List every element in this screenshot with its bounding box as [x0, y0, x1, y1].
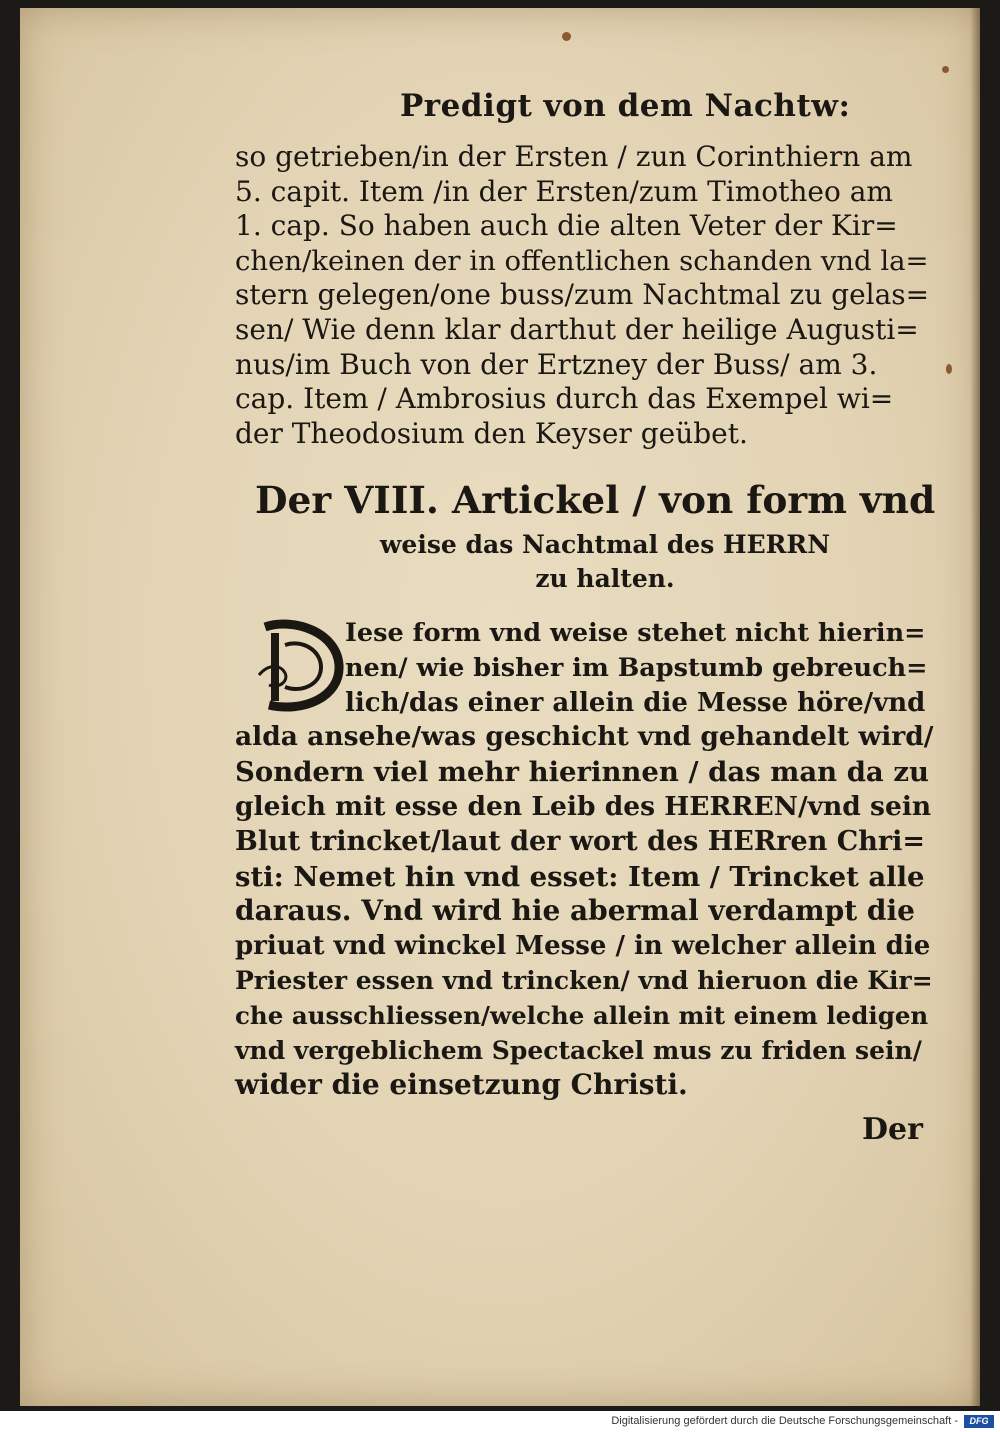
article-subheading-continued: zu halten. [535, 564, 675, 593]
text-line: sen/ Wie denn klar darthut der heilige Augusti= [235, 312, 919, 346]
text-line: so getrieben/in der Ersten / zun Corinthiern am [235, 140, 913, 173]
text-line: lich/das einer allein die Messe höre/vnd [345, 687, 926, 718]
text-line: 5. capit. Item /in der Ersten/zum Timotheo am [235, 174, 893, 208]
text-line: cap. Item / Ambrosius durch das Exempel wi= [235, 382, 894, 416]
text-line: wider die einsetzung Christi. [235, 1068, 688, 1102]
text-line: sti: Nemet hin vnd esset: Item / Trincket alle [235, 860, 925, 893]
article-heading: Der VIII. Artickel / von form vnd [255, 478, 936, 522]
article-subheading: weise das Nachtmal des HERRN [379, 530, 831, 559]
dfg-logo: DFG [964, 1415, 994, 1428]
paper-stain [942, 66, 949, 73]
paragraph-1 [235, 140, 935, 451]
running-head: Predigt von dem Nachtw: [400, 88, 851, 124]
text-line: nen/ wie bisher im Bapstumb gebreuch= [345, 652, 928, 683]
text-line: stern gelegen/one buss/zum Nachtmal zu gelas= [235, 278, 930, 312]
page-edge-shadow [970, 8, 980, 1406]
text-line: gleich mit esse den Leib des HERREN/vnd sein [235, 790, 932, 822]
text-line: priuat vnd winckel Messe / in welcher allein die [235, 931, 931, 962]
text-line: 1. cap. So haben auch die alten Veter der Kir= [235, 209, 898, 243]
paper-stain [946, 364, 952, 374]
footer-credit: Digitalisierung gefördert durch die Deutsche Forschungsgemeinschaft - [611, 1415, 958, 1427]
text-line: Priester essen vnd trincken/ vnd hieruon die Kir= [235, 965, 933, 995]
text-line: Sondern viel mehr hierinnen / das man da zu [235, 756, 929, 789]
footer-bar [0, 1412, 1000, 1432]
text-line: nus/im Buch von der Ertzney der Buss/ am 3. [235, 347, 878, 381]
paragraph-2 [235, 616, 935, 1103]
text-line: alda ansehe/was geschicht vnd gehandelt wird/ [235, 721, 934, 753]
text-line: Blut trincket/laut der wort des HERren Chri= [235, 825, 925, 857]
catchword: Der [862, 1112, 923, 1147]
text-line: chen/keinen der in offentlichen schanden vnd la= [235, 244, 929, 277]
text-line: der Theodosium den Keyser geübet. [235, 416, 748, 450]
text-line: vnd vergeblichem Spectackel mus zu friden sein/ [235, 1035, 922, 1065]
text-line: daraus. Vnd wird hie abermal verdampt die [235, 894, 915, 928]
paper-stain [562, 32, 571, 41]
text-line: che ausschliessen/welche allein mit einem ledigen [235, 1000, 929, 1030]
text-line: Iese form vnd weise stehet nicht hierin= [345, 618, 926, 648]
